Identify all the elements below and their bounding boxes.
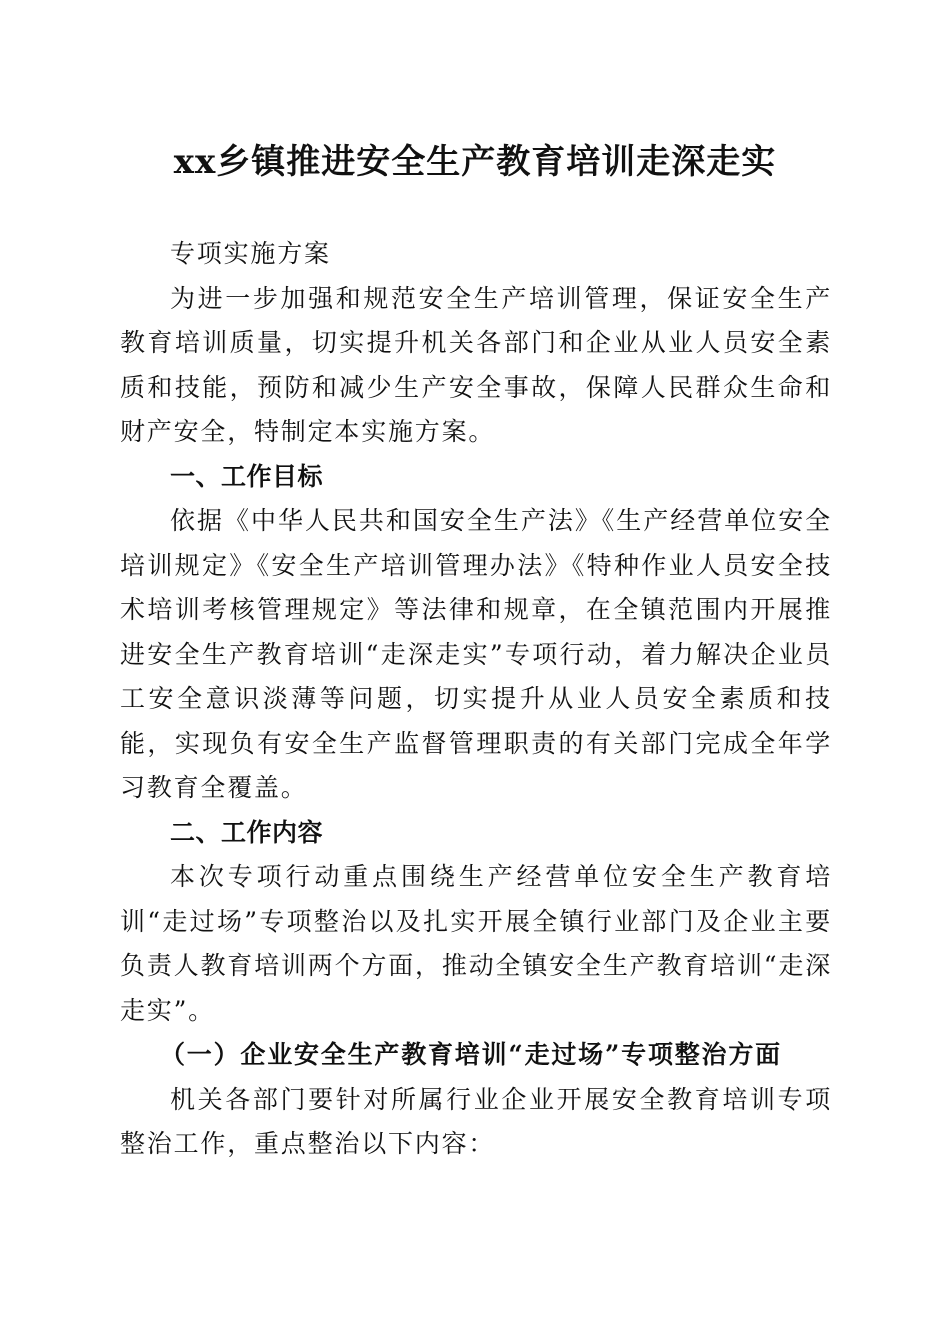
document-subtitle: 专项实施方案 [170,239,331,268]
section-2-heading: 二、工作内容 [170,817,324,847]
section-1-heading: 一、工作目标 [170,461,324,491]
subsection-1-paragraph: 机关各部门要针对所属行业企业开展安全教育培训专项整治工作，重点整治以下内容： [120,1084,832,1158]
section-2-paragraph: 本次专项行动重点围绕生产经营单位安全生产教育培训“走过场”专项整治以及扎实开展全镇行业部门及企业主要负责人教育培训两个方面，推动全镇安全生产教育培训“走深走实”。 [120,862,832,1025]
intro-paragraph: 为进一步加强和规范安全生产培训管理，保证安全生产教育培训质量，切实提升机关各部门和企业从业人员安全素质和技能，预防和减少生产安全事故，保障人民群众生命和财产安全，特制定本实施方案。 [120,283,832,446]
section-1-paragraph: 依据《中华人民共和国安全生产法》《生产经营单位安全培训规定》《安全生产培训管理办法》《特种作业人员安全技术培训考核管理规定》等法律和规章，在全镇范围内开展推进安全生产教育培训“走深走实”专项行动，着力解决企业员工安全意识淡薄等问题，切实提升从业人员安全素质和技能，实现负有安全生产监督管理职责的有关部门完成全年学习教育全覆盖。 [120,506,832,802]
subsection-1-heading: （一）企业安全生产教育培训“走过场”专项整治方面 [160,1040,782,1069]
document-title: xx乡镇推进安全生产教育培训走深走实 [173,142,777,182]
document-body [120,232,832,1167]
